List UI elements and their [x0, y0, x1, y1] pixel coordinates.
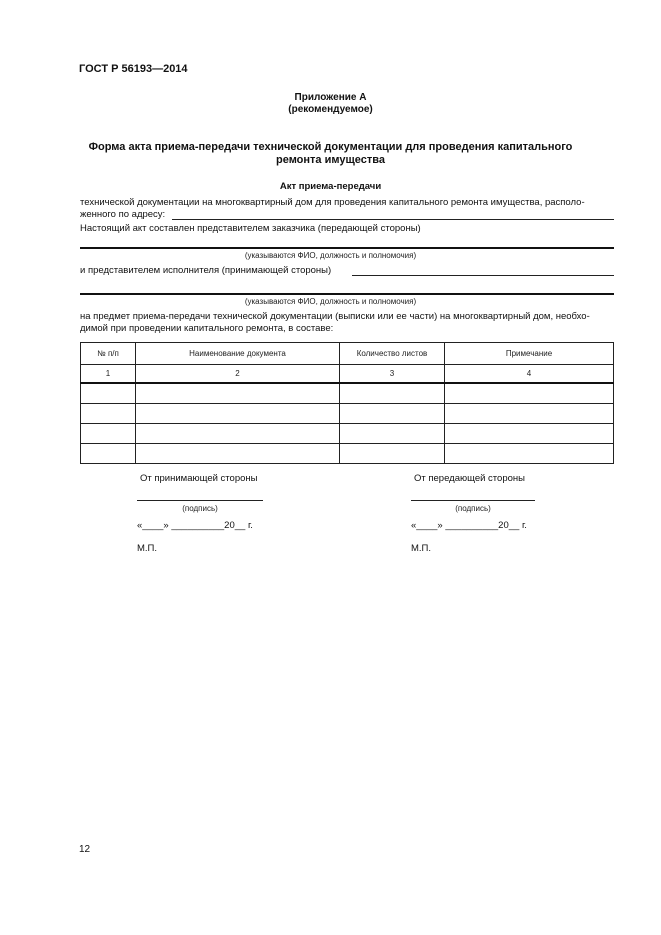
column-number-cell: 1 [81, 365, 136, 384]
documents-table [80, 342, 614, 464]
table-row [81, 444, 614, 464]
table-row [81, 424, 614, 444]
table-column-numbers-row [81, 365, 614, 384]
contractor-rep-inline-line [352, 275, 614, 276]
caption-contractor: (указываются ФИО, должность и полномочия) [244, 297, 417, 306]
table-cell[interactable] [81, 383, 136, 404]
header-cell-note: Примечание [445, 343, 614, 365]
receiving-stamp: М.П. [137, 543, 158, 554]
appendix-title: Приложение А [294, 92, 367, 103]
column-number-cell: 3 [340, 365, 445, 384]
table-cell[interactable] [340, 404, 445, 424]
paragraph-4-line1: на предмет приема-передачи технической документации (выписки или ее части) на многоквартирный дом, необхо- [80, 311, 590, 322]
page-number: 12 [79, 844, 91, 855]
document-code: ГОСТ Р 56193—2014 [79, 63, 188, 75]
transferring-stamp: М.П. [411, 543, 432, 554]
customer-rep-line [80, 247, 614, 249]
transferring-party-label: От передающей стороны [414, 473, 525, 484]
address-field-line [172, 219, 614, 220]
header-cell-name: Наименование документа [136, 343, 340, 365]
paragraph-1-line2: женного по адресу: [80, 209, 166, 220]
table-cell[interactable] [136, 383, 340, 404]
column-number-cell: 4 [445, 365, 614, 384]
table-row [81, 404, 614, 424]
table-cell[interactable] [445, 444, 614, 464]
paragraph-4-line2: димой при проведении капитального ремонта, в составе: [80, 323, 334, 334]
table-cell[interactable] [81, 444, 136, 464]
receiving-date: «____» __________20__ г. [137, 520, 253, 531]
table-cell[interactable] [81, 424, 136, 444]
table-cell[interactable] [136, 444, 340, 464]
table-cell[interactable] [340, 424, 445, 444]
header-cell-number: № п/п [81, 343, 136, 365]
transferring-signature-caption: (подпись) [455, 504, 491, 513]
table-cell[interactable] [136, 404, 340, 424]
receiving-signature-line [137, 500, 263, 501]
form-title-line2: ремонта имущества [276, 154, 385, 166]
paragraph-1-line1: технической документации на многоквартирный дом для проведения капитального ремонта имущества, располо- [80, 197, 585, 208]
form-title-line1: Форма акта приема-передачи технической документации для проведения капитального [88, 141, 573, 153]
table-header-row [81, 343, 614, 365]
table-cell[interactable] [340, 444, 445, 464]
caption-customer: (указываются ФИО, должность и полномочия) [244, 251, 417, 260]
table-cell[interactable] [340, 383, 445, 404]
transferring-signature-line [411, 500, 535, 501]
receiving-signature-caption: (подпись) [182, 504, 218, 513]
appendix-note: (рекомендуемое) [288, 104, 373, 115]
table-cell[interactable] [445, 404, 614, 424]
table-cell[interactable] [445, 424, 614, 444]
paragraph-3: и представителем исполнителя (принимающей стороны) [80, 265, 332, 276]
paragraph-2: Настоящий акт составлен представителем заказчика (передающей стороны) [80, 223, 421, 234]
table-cell[interactable] [445, 383, 614, 404]
receiving-party-label: От принимающей стороны [140, 473, 258, 484]
table-row [81, 383, 614, 404]
header-cell-sheets: Количество листов [340, 343, 445, 365]
contractor-rep-line [80, 293, 614, 295]
table-cell[interactable] [136, 424, 340, 444]
column-number-cell: 2 [136, 365, 340, 384]
transferring-date: «____» __________20__ г. [411, 520, 527, 531]
act-title: Акт приема-передачи [279, 181, 382, 192]
table-cell[interactable] [81, 404, 136, 424]
